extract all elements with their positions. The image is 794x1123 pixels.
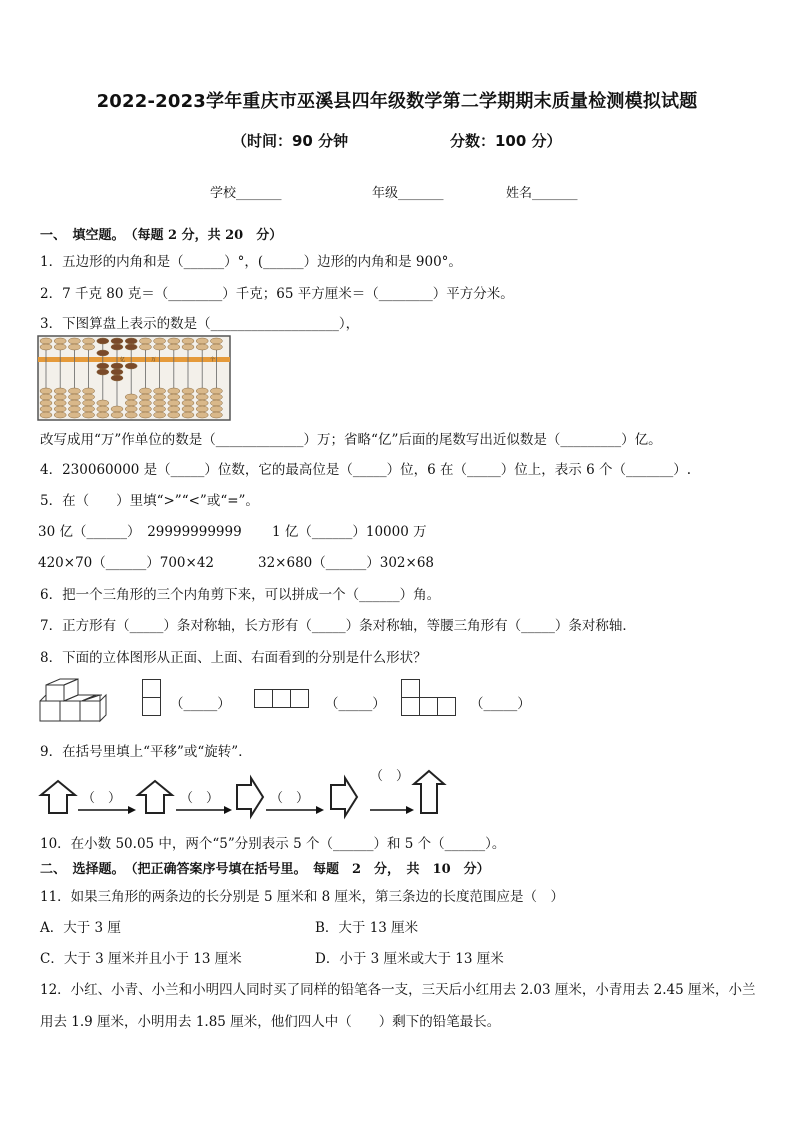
abacus-bead xyxy=(182,344,194,350)
abacus-label-ge: 个 xyxy=(210,357,216,363)
abacus-bead xyxy=(68,388,80,394)
abacus-bead xyxy=(182,412,194,418)
up-arrow-shape-2 xyxy=(137,780,173,814)
abacus-bead xyxy=(210,400,222,406)
abacus-bead xyxy=(54,344,66,350)
abacus-bead xyxy=(210,338,222,344)
abacus-bead xyxy=(125,406,137,412)
abacus-bead xyxy=(168,388,180,394)
abacus-bead xyxy=(111,375,123,381)
school-field[interactable]: 学校_______ xyxy=(210,186,282,201)
solid-figure xyxy=(40,679,110,725)
abacus-bead xyxy=(68,412,80,418)
question-5-a1: 30 亿（______） 29999999999 xyxy=(38,524,242,540)
abacus-bead xyxy=(139,388,151,394)
abacus-bead xyxy=(154,412,166,418)
abacus-bead xyxy=(97,406,109,412)
abacus-bead xyxy=(40,344,52,350)
abacus-bead xyxy=(196,406,208,412)
q9-paren-1[interactable]: （ ） xyxy=(82,791,122,806)
abacus-bead xyxy=(139,338,151,344)
abacus-bead xyxy=(68,394,80,400)
abacus-bead xyxy=(40,394,52,400)
view-right xyxy=(401,679,459,719)
page-title: 2022-2023学年重庆市巫溪县四年级数学第二学期期末质量检测模拟试题 xyxy=(96,91,698,112)
abacus-bead xyxy=(182,406,194,412)
right-arrow-shape-2 xyxy=(330,777,358,817)
abacus-bead xyxy=(83,412,95,418)
question-1: 1．五边形的内角和是（______）°，(______）边形的内角和是 900°。 xyxy=(40,254,462,270)
abacus-bead xyxy=(68,400,80,406)
q8-blank-2[interactable]: （_____） xyxy=(325,696,386,712)
abacus-bead xyxy=(125,412,137,418)
abacus-bead xyxy=(111,344,123,350)
abacus-bead xyxy=(40,388,52,394)
abacus-bead xyxy=(54,406,66,412)
question-9: 9．在括号里填上“平移”或“旋转”． xyxy=(40,744,252,760)
abacus-label-yi: 亿 xyxy=(120,357,126,363)
abacus-bead xyxy=(111,338,123,344)
option-11-c[interactable]: C．大于 3 厘米并且小于 13 厘米 xyxy=(40,951,242,967)
section-2-heading: 二、 选择题。 （把正确答案序号填在括号里。 每题 2 分， 共 10 分） xyxy=(40,862,490,877)
q8-blank-1[interactable]: （_____） xyxy=(170,696,231,712)
question-10: 10．在小数 50.05 中，两个“5”分别表示 5 个（______）和 5 个（______）。 xyxy=(40,836,506,852)
view-front xyxy=(142,679,162,719)
question-6: 6．把一个三角形的三个内角剪下来，可以拼成一个（______）角。 xyxy=(40,587,441,603)
abacus-bead xyxy=(97,412,109,418)
abacus-bead xyxy=(154,406,166,412)
question-5-b2: 32×680（______）302×68 xyxy=(258,555,435,571)
abacus-bead xyxy=(210,412,222,418)
name-field[interactable]: 姓名_______ xyxy=(506,186,578,201)
abacus-bead xyxy=(168,400,180,406)
abacus-bead xyxy=(54,400,66,406)
section-1-heading: 一、 填空题。 （每题 2 分，共 20 分） xyxy=(40,228,283,243)
abacus-bead xyxy=(168,412,180,418)
abacus-bead xyxy=(168,406,180,412)
up-arrow-shape-1 xyxy=(40,780,76,814)
abacus-bead xyxy=(54,338,66,344)
abacus-figure xyxy=(38,336,238,426)
abacus-bead xyxy=(125,394,137,400)
abacus-bead xyxy=(125,338,137,344)
q9-paren-2[interactable]: （ ） xyxy=(180,791,220,806)
abacus-bead xyxy=(83,388,95,394)
abacus-bead xyxy=(83,344,95,350)
abacus-bead xyxy=(40,400,52,406)
abacus-bead xyxy=(68,338,80,344)
right-arrow-2 xyxy=(176,805,232,815)
abacus-bead xyxy=(168,344,180,350)
question-5-a2: 1 亿（______）10000 万 xyxy=(272,524,427,540)
right-arrow-4 xyxy=(370,805,414,815)
abacus-bead xyxy=(154,338,166,344)
abacus-bead xyxy=(125,400,137,406)
q9-paren-3[interactable]: （ ） xyxy=(270,791,310,806)
abacus-bead xyxy=(139,394,151,400)
abacus-bead xyxy=(54,394,66,400)
abacus-bead xyxy=(154,400,166,406)
abacus-bead xyxy=(139,400,151,406)
abacus-bead xyxy=(97,338,109,344)
q8-blank-3[interactable]: （_____） xyxy=(470,696,531,712)
abacus-bead xyxy=(210,406,222,412)
q9-paren-4[interactable]: （ ） xyxy=(370,769,410,784)
abacus-bead xyxy=(139,406,151,412)
abacus-bead xyxy=(83,394,95,400)
abacus-bead xyxy=(111,369,123,375)
question-7: 7．正方形有（_____）条对称轴，长方形有（_____）条对称轴，等腰三角形有（_____）条对称轴． xyxy=(40,618,636,634)
question-5: 5．在（ ）里填“>”“<”或“=”。 xyxy=(40,493,259,509)
abacus-bead xyxy=(154,344,166,350)
abacus-bead xyxy=(196,338,208,344)
abacus-bead xyxy=(40,406,52,412)
abacus-bead xyxy=(111,363,123,369)
abacus-bead xyxy=(210,344,222,350)
abacus-bead xyxy=(68,406,80,412)
abacus-bead xyxy=(54,412,66,418)
abacus-bead xyxy=(83,406,95,412)
option-11-b[interactable]: B．大于 13 厘米 xyxy=(315,920,419,936)
abacus-bead xyxy=(182,394,194,400)
abacus-bead xyxy=(210,388,222,394)
abacus-bead xyxy=(196,394,208,400)
abacus-bead xyxy=(168,394,180,400)
abacus-bead xyxy=(196,400,208,406)
abacus-bead xyxy=(83,400,95,406)
abacus-bead xyxy=(182,338,194,344)
up-arrow-shape-3 xyxy=(413,770,445,814)
abacus-bead xyxy=(139,412,151,418)
question-2: 2．7 千克 80 克＝（________）千克；65 平方厘米＝（________）平方分米。 xyxy=(40,286,514,302)
right-arrow-shape-1 xyxy=(236,777,264,817)
abacus-bead xyxy=(40,412,52,418)
question-3-rewrite: 改写成用“万”作单位的数是（_____________）万；省略“亿”后面的尾数写出近似数是（_________）亿。 xyxy=(40,432,662,448)
abacus-bead xyxy=(210,394,222,400)
abacus-bead xyxy=(97,350,109,356)
abacus-bead xyxy=(139,344,151,350)
abacus-bead xyxy=(182,400,194,406)
question-3: 3．下图算盘上表示的数是（___________________）， xyxy=(40,316,360,332)
abacus-bead xyxy=(68,344,80,350)
option-11-d[interactable]: D．小于 3 厘米或大于 13 厘米 xyxy=(315,951,504,967)
abacus-bead xyxy=(168,338,180,344)
right-arrow-3 xyxy=(266,805,324,815)
grade-field[interactable]: 年级_______ xyxy=(372,186,444,201)
abacus-bead xyxy=(97,400,109,406)
abacus-bead xyxy=(154,388,166,394)
view-top xyxy=(254,689,310,709)
abacus-bead xyxy=(54,388,66,394)
abacus-bead xyxy=(196,344,208,350)
abacus-bead xyxy=(97,363,109,369)
abacus-bead xyxy=(111,406,123,412)
abacus-bead xyxy=(196,388,208,394)
question-11: 11．如果三角形的两条边的长分别是 5 厘米和 8 厘米，第三条边的长度范围应是（ ） xyxy=(40,889,565,905)
abacus-bead xyxy=(125,344,137,350)
exam-score: 分数：100 分） xyxy=(450,132,562,150)
question-12-line-1: 12．小红、小青、小兰和小明四人同时买了同样的铅笔各一支，三天后小红用去 2.03 厘米，小青用去 2.45 厘米，小兰 xyxy=(40,982,756,998)
abacus-bead xyxy=(182,388,194,394)
abacus-bead xyxy=(125,363,137,369)
abacus-label-wan: 万 xyxy=(151,357,157,363)
exam-time: （时间：90 分钟 xyxy=(232,132,349,150)
abacus-bead xyxy=(40,338,52,344)
question-12-line-2: 用去 1.9 厘米，小明用去 1.85 厘米，他们四人中（ ）剩下的铅笔最长。 xyxy=(40,1014,501,1030)
question-4: 4．230060000 是（_____）位数，它的最高位是（_____）位，6 在（_____）位上，表示 6 个（_______）. xyxy=(40,462,692,478)
question-5-b1: 420×70（______）700×42 xyxy=(38,555,215,571)
abacus-bead xyxy=(111,412,123,418)
abacus-bead xyxy=(154,394,166,400)
abacus-bead xyxy=(83,338,95,344)
question-8: 8．下面的立体图形从正面、上面、右面看到的分别是什么形状？ xyxy=(40,650,427,666)
right-arrow-1 xyxy=(78,805,136,815)
option-11-a[interactable]: A．大于 3 厘 xyxy=(40,920,121,936)
abacus-bead xyxy=(97,369,109,375)
abacus-bead xyxy=(196,412,208,418)
